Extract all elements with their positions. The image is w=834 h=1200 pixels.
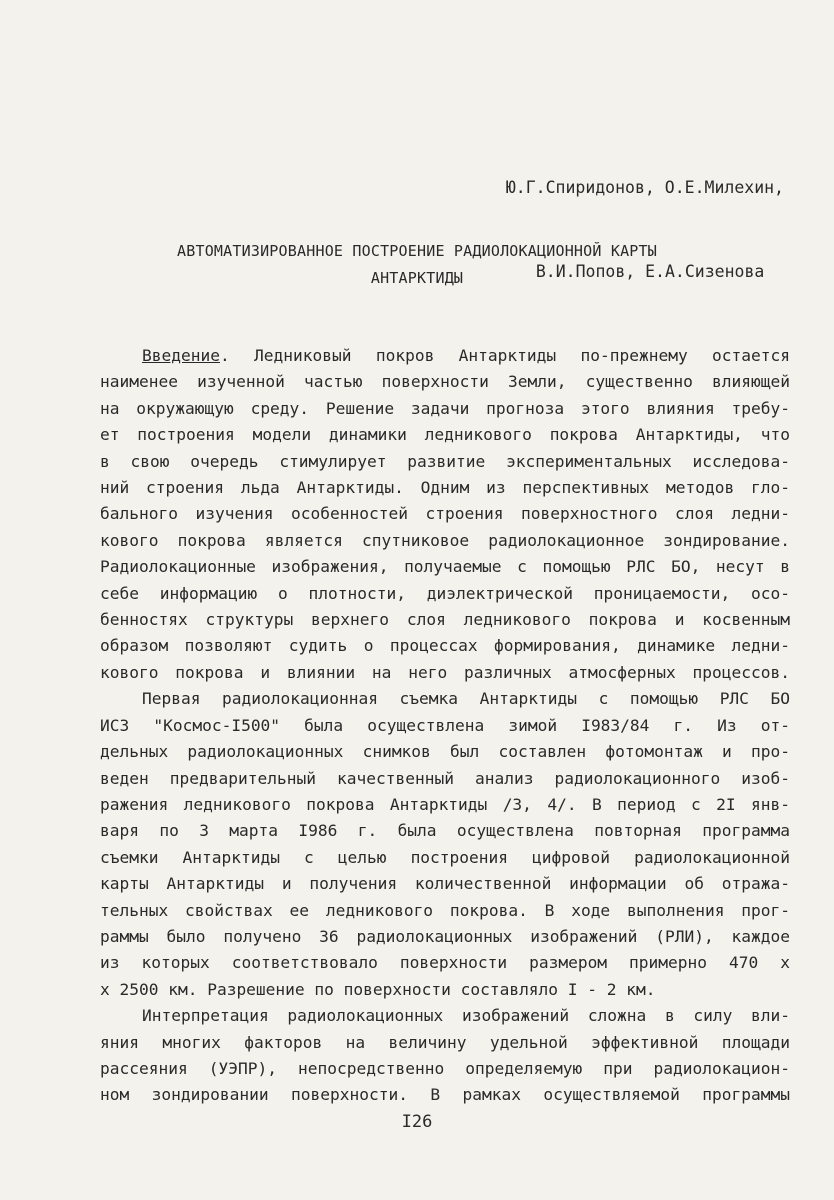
body-line: образом позволяют судить о процессах формирования, динамике ледни- (100, 636, 790, 656)
page-number: I26 (401, 1112, 433, 1132)
body-line: в свою очередь стимулирует развитие экспериментальных исследова- (100, 451, 790, 471)
authors-block (506, 118, 784, 342)
body-line: кового покрова является спутниковое радиолокационное зондирование. (100, 530, 790, 550)
authors-line-1: Ю.Г.Спиридонов, О.Е.Милехин, (505, 178, 784, 197)
body-line: х 2500 км. Разрешение по поверхности составляло I - 2 км. (100, 979, 656, 999)
body-line: яния многих факторов на величину удельной эффективной площади (100, 1032, 790, 1052)
title-line-1: АВТОМАТИЗИРОВАННОЕ ПОСТРОЕНИЕ РАДИОЛОКАЦИОННОЙ КАРТЫ (177, 242, 657, 260)
body-line: рассеяния (УЭПР), непосредственно определяемую при радиолокацион- (100, 1058, 790, 1078)
body-line: ном зондировании поверхности. В рамках осуществляемой программы (100, 1085, 790, 1105)
body-line: бального изучения особенностей строения поверхностного слоя ледни- (100, 504, 790, 524)
body-line: Радиолокационные изображения, получаемые с помощью РЛС БО, несут в (100, 557, 790, 577)
body-line: съемки Антарктиды с целью построения цифровой радиолокационной (100, 847, 790, 867)
body-line: на окружающую среду. Решение задачи прогноза этого влияния требу- (100, 398, 790, 418)
body-line: себе информацию о плотности, диэлектрической проницаемости, осо- (100, 583, 790, 603)
body-line: варя по 3 марта I986 г. была осуществлена повторная программа (100, 821, 790, 841)
body-line-text: . Ледниковый покров Антарктиды по-прежнему остается (219, 346, 790, 365)
body-line: ражения ледникового покрова Антарктиды /3, 4/. В период с 2I янв- (100, 794, 790, 814)
body-line: Первая радиолокационная съемка Антарктиды с помощью РЛС БО (142, 689, 790, 709)
body-line: ний строения льда Антарктиды. Одним из перспективных методов гло- (100, 478, 790, 498)
body-line: карты Антарктиды и получения количественной информации об отража- (100, 874, 790, 894)
article-body (100, 343, 790, 1109)
body-line: ет построения модели динамики ледникового покрова Антарктиды, что (100, 425, 790, 445)
body-line: веден предварительный качественный анализ радиолокационного изоб- (100, 768, 790, 788)
body-line: бенностях структуры верхнего слоя ледникового покрова и косвенным (100, 610, 790, 630)
body-line: ИСЗ "Космос-I500" была осуществлена зимой I983/84 г. Из от- (100, 715, 790, 735)
article-title (0, 238, 834, 292)
body-line: из которых соответствовало поверхности размером примерно 470 х (100, 953, 790, 973)
body-line: наименее изученной частью поверхности Земли, существенно влияющей (100, 372, 790, 392)
body-line: раммы было получено 36 радиолокационных изображений (РЛИ), каждое (100, 926, 790, 946)
body-line: тельных свойствах ее ледникового покрова. В ходе выполнения прог- (100, 900, 790, 920)
authors-line-2: В.И.Попов, Е.А.Сизенова (535, 262, 765, 281)
title-line-2: АНТАРКТИДЫ (370, 269, 464, 287)
body-line: дельных радиолокационных снимков был составлен фотомонтаж и про- (100, 742, 790, 762)
body-line: Интерпретация радиолокационных изображений сложна в силу вли- (142, 1006, 790, 1026)
body-line: кового покрова и влиянии на него различных атмосферных процессов. (100, 662, 790, 682)
intro-label: Введение (142, 346, 220, 365)
body-line (100, 343, 790, 369)
